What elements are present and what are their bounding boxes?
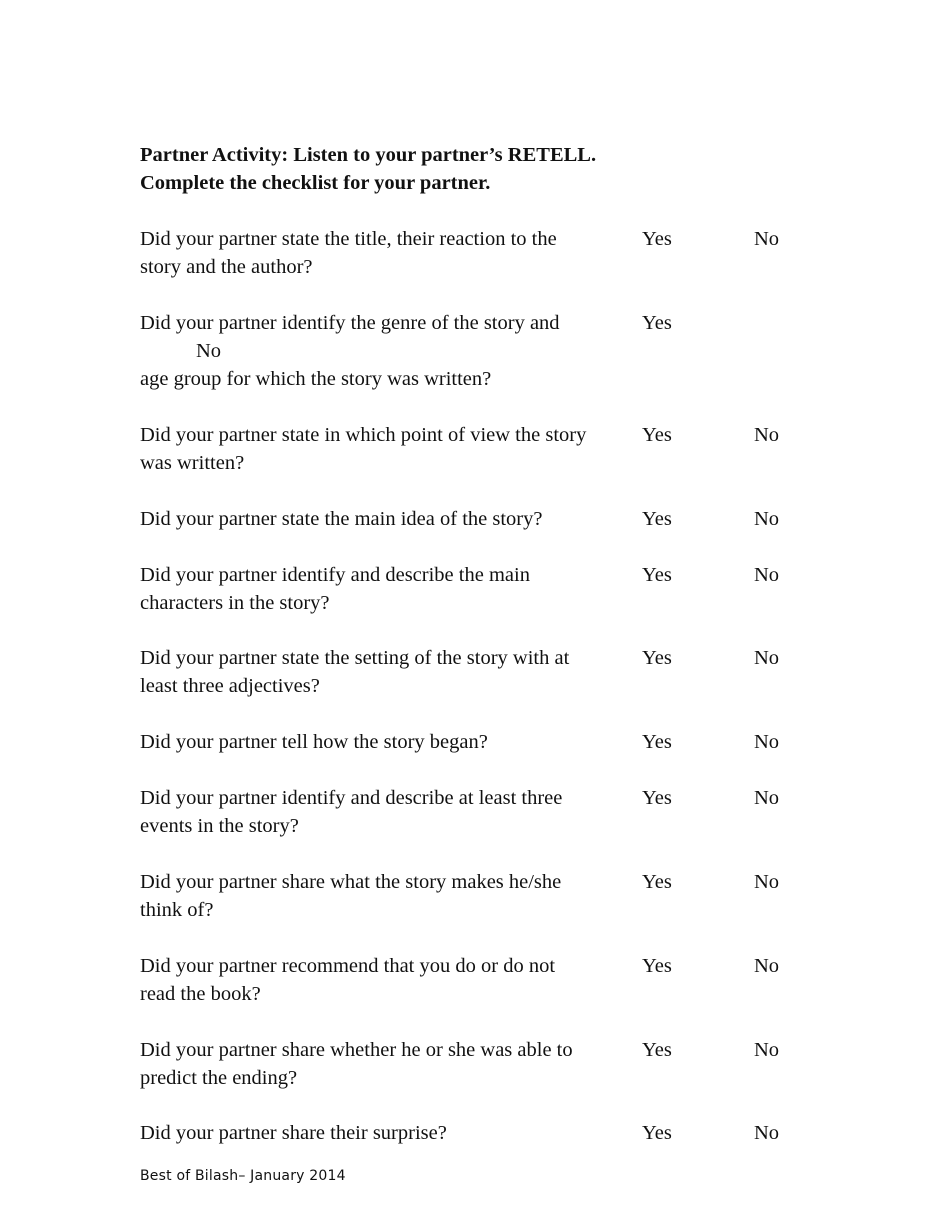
checklist-question-10 [140, 952, 630, 1008]
q5-yes-option[interactable]: Yes [642, 564, 672, 586]
question-text-line: think of? [140, 899, 214, 921]
question-text-line: Did your partner identify and describe at least three [140, 787, 563, 809]
checklist-question-4 [140, 505, 630, 533]
activity-heading-line-1: Partner Activity: Listen to your partner’s RETELL. [140, 144, 597, 166]
question-text-line: Did your partner recommend that you do or do not [140, 955, 556, 977]
question-text-line: was written? [140, 452, 245, 474]
q8-no-option[interactable]: No [754, 787, 780, 809]
checklist-question-3 [140, 421, 630, 477]
checklist-question-6 [140, 644, 630, 700]
checklist-question-9 [140, 868, 630, 924]
q10-yes-option[interactable]: Yes [642, 955, 672, 977]
q5-no-option[interactable]: No [754, 564, 780, 586]
checklist-question-2 [140, 309, 630, 393]
q1-yes-option[interactable]: Yes [642, 228, 672, 250]
question-text-line: events in the story? [140, 815, 299, 837]
q6-yes-option[interactable]: Yes [642, 647, 672, 669]
question-text-line: Did your partner state the main idea of the story? [140, 508, 543, 530]
question-text-line: Did your partner tell how the story began? [140, 731, 488, 753]
question-text-line: Did your partner state in which point of view the story [140, 424, 587, 446]
q1-no-option[interactable]: No [754, 228, 780, 250]
question-text-line: age group for which the story was written? [140, 368, 492, 390]
q3-yes-option[interactable]: Yes [642, 424, 672, 446]
q12-no-option[interactable]: No [754, 1122, 780, 1144]
question-text-line: Did your partner identify and describe the main [140, 564, 530, 586]
question-text-line: Did your partner state the setting of the story with at [140, 647, 570, 669]
checklist-question-7 [140, 728, 630, 756]
q4-no-option[interactable]: No [754, 508, 780, 530]
q8-yes-option[interactable]: Yes [642, 787, 672, 809]
activity-heading-line-2: Complete the checklist for your partner. [140, 172, 491, 194]
q6-no-option[interactable]: No [754, 647, 780, 669]
page-footer: Best of Bilash– January 2014 [140, 1168, 346, 1184]
question-text-line: Did your partner share whether he or she was able to [140, 1039, 573, 1061]
question-text-line: Did your partner identify the genre of the story and [140, 312, 560, 334]
question-text-line: read the book? [140, 983, 261, 1005]
q11-no-option[interactable]: No [754, 1039, 780, 1061]
question-text-line: Did your partner share their surprise? [140, 1122, 447, 1144]
q12-yes-option[interactable]: Yes [642, 1122, 672, 1144]
checklist-question-1 [140, 225, 630, 281]
checklist-question-11 [140, 1036, 630, 1092]
q7-no-option[interactable]: No [754, 731, 780, 753]
q11-yes-option[interactable]: Yes [642, 1039, 672, 1061]
q9-yes-option[interactable]: Yes [642, 871, 672, 893]
q3-no-option[interactable]: No [754, 424, 780, 446]
q9-no-option[interactable]: No [754, 871, 780, 893]
question-text-line: Did your partner state the title, their reaction to the [140, 228, 557, 250]
question-text-line: characters in the story? [140, 592, 330, 614]
q10-no-option[interactable]: No [754, 955, 780, 977]
question-text-line: story and the author? [140, 256, 313, 278]
q2-yes-option[interactable]: Yes [642, 312, 672, 334]
q4-yes-option[interactable]: Yes [642, 508, 672, 530]
question-text-line: predict the ending? [140, 1067, 298, 1089]
q2-no-option[interactable]: No [196, 340, 222, 362]
q7-yes-option[interactable]: Yes [642, 731, 672, 753]
checklist-question-12 [140, 1119, 630, 1147]
checklist-question-5 [140, 561, 630, 617]
question-text-line: Did your partner share what the story makes he/she [140, 871, 562, 893]
checklist-question-8 [140, 784, 630, 840]
question-text-line: least three adjectives? [140, 675, 320, 697]
